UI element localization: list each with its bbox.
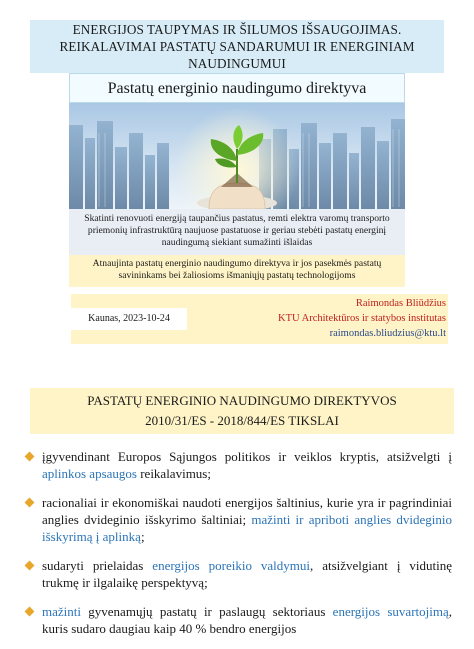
highlight-text: aplinkos apsaugos: [42, 466, 137, 481]
caption-line: Skatinti renovuoti energiją taupančius pastatus, remti elektra varomų transporto: [84, 213, 390, 224]
highlight-text: mažinti ir apriboti anglies dvideginio išskyrimą į aplinką: [42, 512, 452, 544]
highlight-text: energijos poreikio valdymui: [152, 558, 311, 573]
caption-line: priemonių infrastruktūrą naujuose pastatuose ir geriau stebėti pastatų energinį: [87, 225, 387, 236]
caption-line: naudingumą siekiant sumažinti išlaidas: [161, 237, 313, 248]
section-title-line: 2010/31/ES - 2018/844/ES TIKSLAI: [145, 413, 339, 428]
skyline-plant-illustration: [69, 103, 405, 209]
author-email[interactable]: raimondas.bliudzius@ktu.lt: [329, 328, 446, 339]
list-item: įgyvendinant Europos Sąjungos politikos ir veiklos kryptis, atsižvelgti į aplinkos apsaugos reikalavimus;: [26, 448, 452, 482]
diamond-bullet-icon: [25, 498, 35, 508]
diamond-bullet-icon: [25, 607, 35, 617]
list-item: sudaryti prielaidas energijos poreikio valdymui, atsižvelgiant į vidutinę trukmę ir ilgalaikę perspektyvą;: [26, 557, 452, 591]
presentation-date: Kaunas, 2023-10-24: [71, 308, 187, 330]
author-panel: [71, 294, 448, 344]
note-line: savininkams bei žaliosioms išmaniųjų pastatų technologijoms: [118, 270, 356, 281]
author-name: Raimondas Bliūdžius: [355, 298, 446, 309]
note-line: Atnaujinta pastatų energinio naudingumo direktyva ir jos pasekmės pastatų: [92, 258, 382, 269]
author-info: [278, 296, 446, 341]
banner-caption: [69, 209, 405, 255]
highlight-text: mažinti: [42, 604, 81, 619]
title-line: ENERGIJOS TAUPYMAS IR ŠILUMOS IŠSAUGOJIMAS.: [72, 22, 402, 37]
title-line: NAUDINGUMUI: [188, 56, 286, 71]
highlight-text: energijos suvartojimą: [332, 604, 449, 619]
diamond-bullet-icon: [25, 452, 35, 462]
author-institute: KTU Architektūros ir statybos institutas: [278, 313, 446, 324]
section-title-line: PASTATŲ ENERGINIO NAUDINGUMO DIREKTYVOS: [87, 393, 397, 408]
list-item: racionaliai ir ekonomiškai naudoti energijos šaltinius, kurie yra ir pagrindiniai anglies dvideginio išskyrimo šaltiniai; mažinti ir apriboti anglies dvideginio išskyrimą į aplinką;: [26, 494, 452, 545]
title-line: REIKALAVIMAI PASTATŲ SANDARUMUI IR ENERGINIAM: [59, 39, 415, 54]
banner-note: [69, 255, 405, 287]
section-title: [30, 388, 454, 434]
goals-list: [26, 448, 452, 649]
diamond-bullet-icon: [25, 561, 35, 571]
banner-title: Pastatų energinio naudingumo direktyva: [69, 73, 405, 103]
city-plant-image: [69, 103, 405, 209]
document-title: [30, 20, 444, 73]
list-item: mažinti gyvenamųjų pastatų ir paslaugų sektoriaus energijos suvartojimą, kuris sudaro daugiau kaip 40 % bendro energijos: [26, 603, 452, 637]
